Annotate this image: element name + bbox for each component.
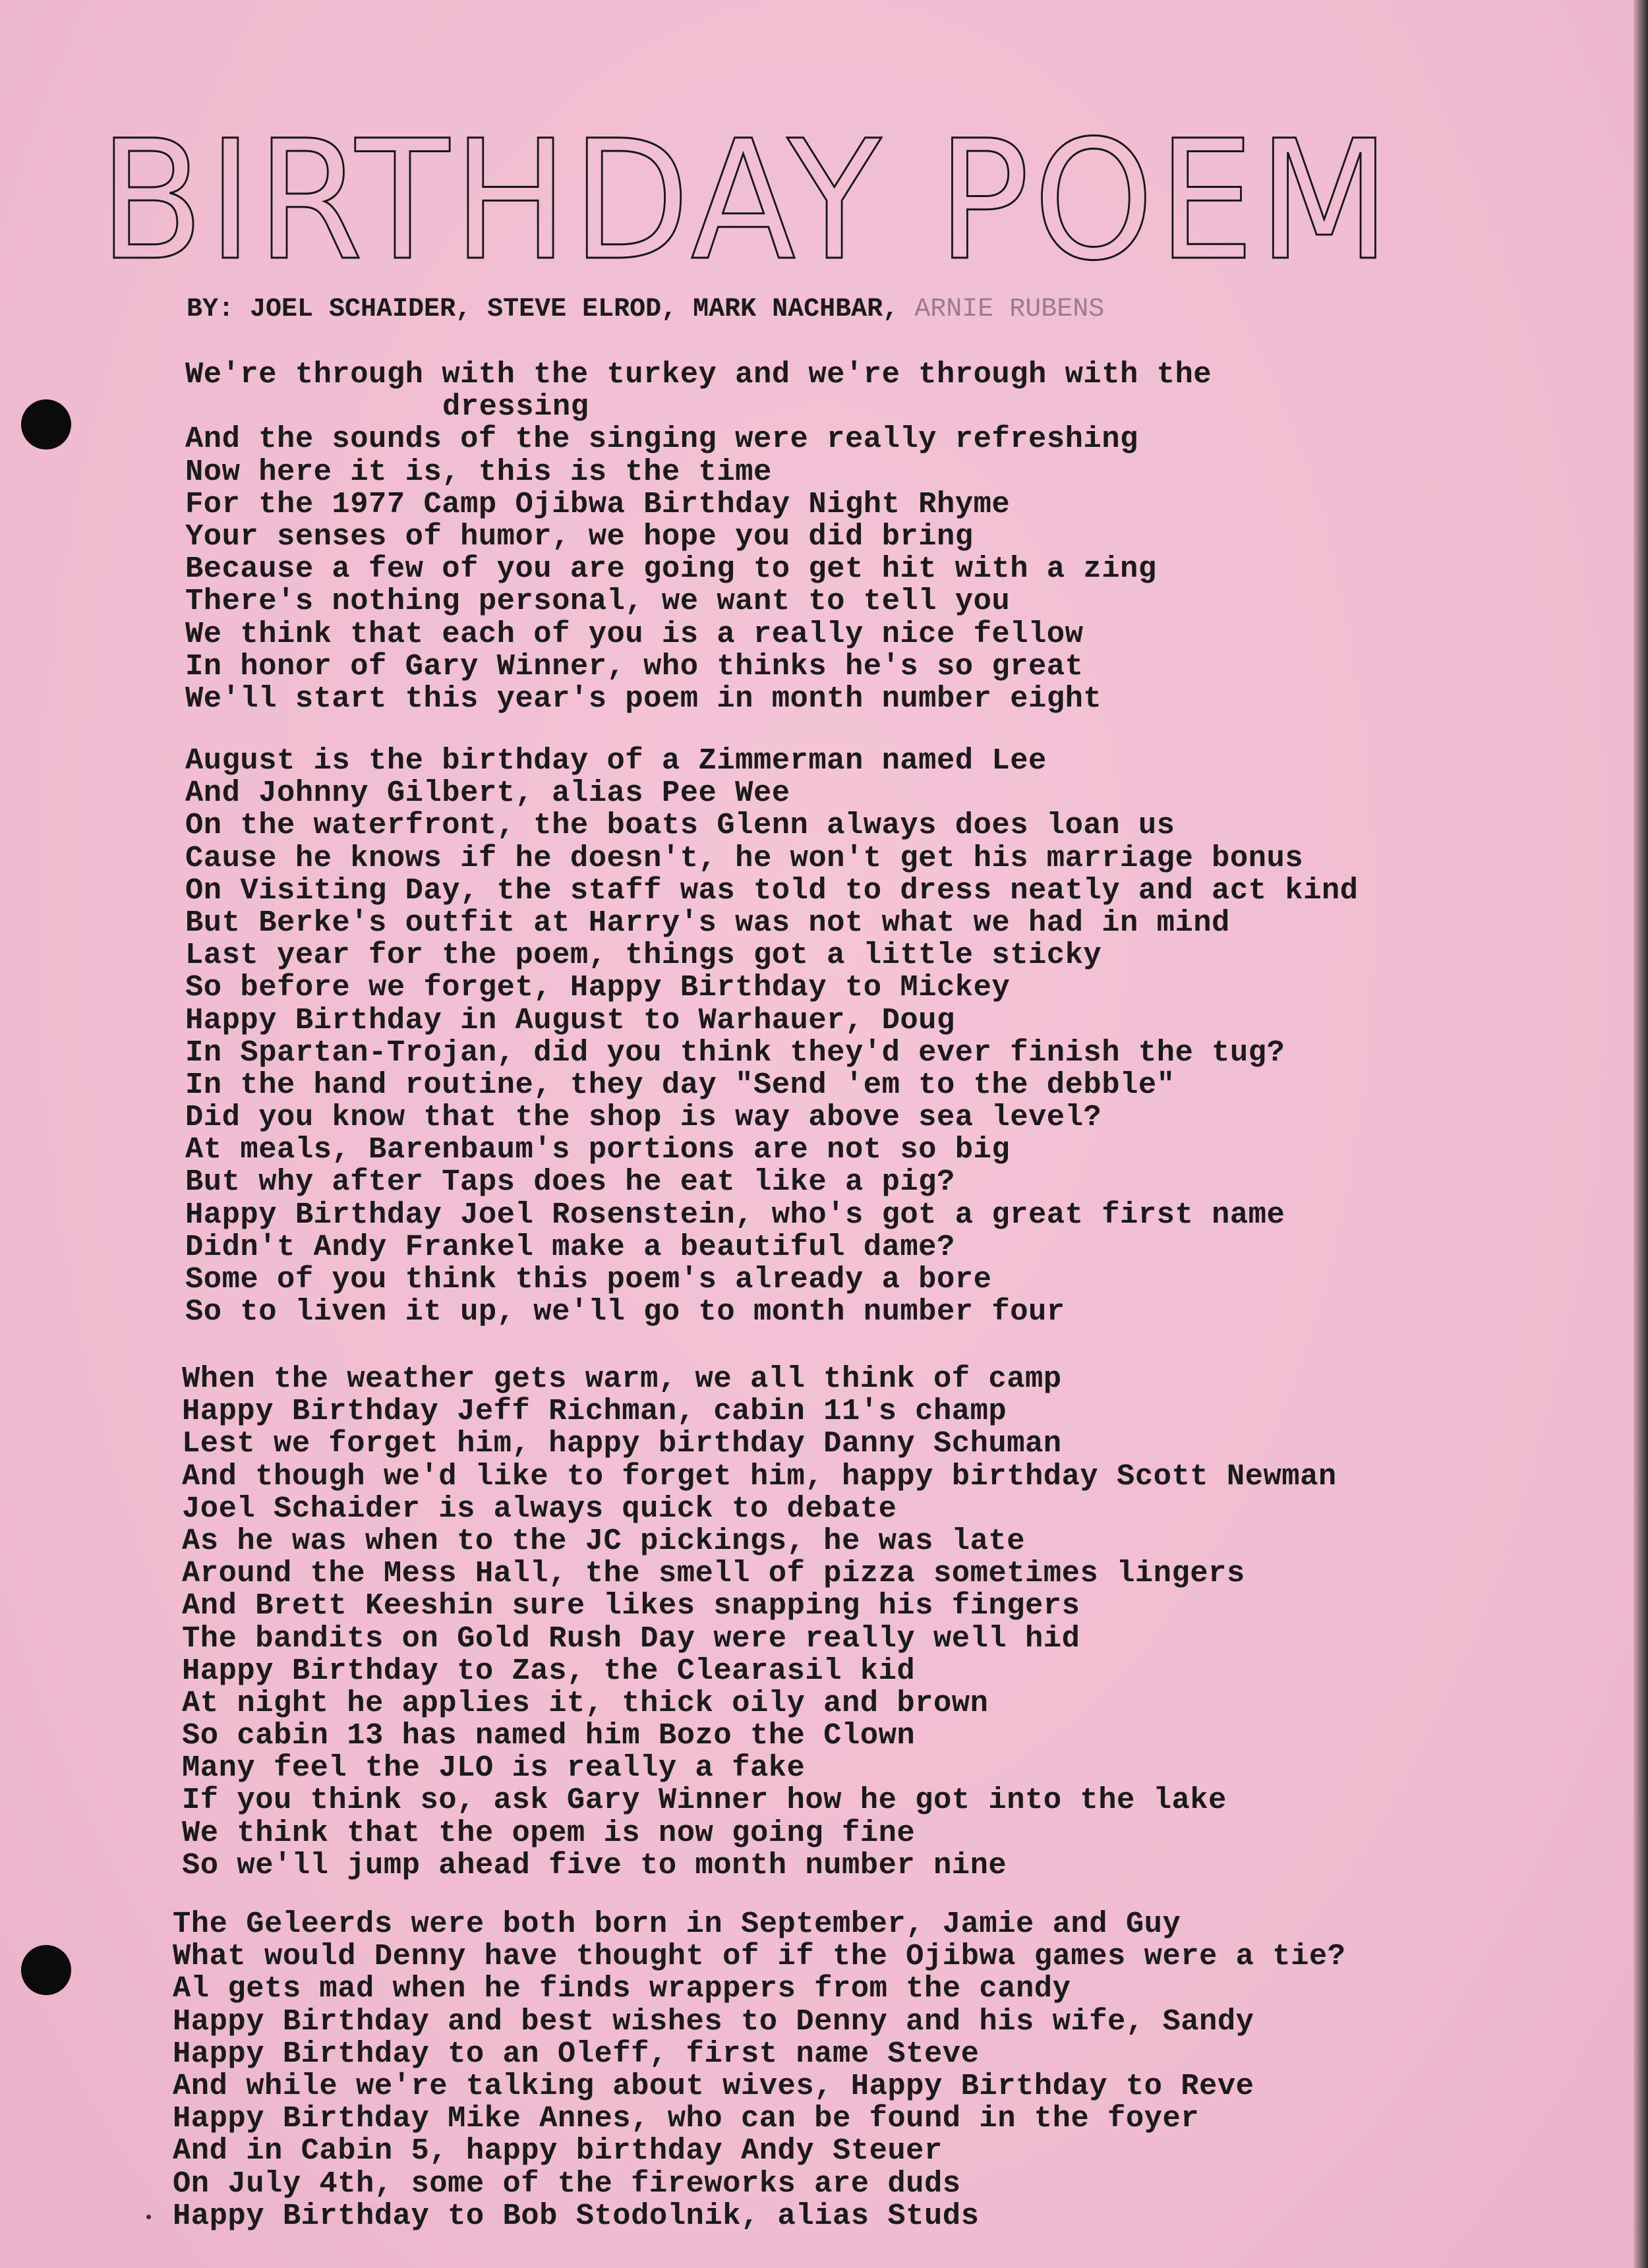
poem-line: Cause he knows if he doesn't, he won't get his marriage bonus	[185, 840, 1304, 875]
poem-line: What would Denny have thought of if the Ojibwa games were a tie?	[173, 1939, 1346, 1974]
poem-line: Now here it is, this is the time	[185, 454, 772, 489]
poem-line: We think that the opem is now going fine	[182, 1815, 916, 1850]
poem-line: But Berke's outfit at Harry's was not what we had in mind	[185, 905, 1230, 940]
poem-line: And Brett Keeshin sure likes snapping his fingers	[182, 1588, 1080, 1623]
poem-line-continuation: dressing	[442, 390, 589, 424]
byline-prefix: BY:	[187, 295, 250, 324]
stanza-4	[173, 1908, 1345, 2232]
poem-line: Al gets mad when he finds wrappers from the candy	[173, 1971, 1071, 2006]
poem-line: If you think so, ask Gary Winner how he got into the lake	[182, 1783, 1227, 1818]
poem-title: BIRTHDAY POEM	[99, 105, 1394, 297]
poem-line: And the sounds of the singing were really refreshing	[185, 422, 1138, 457]
poem-line: So to liven it up, we'll go to month number four	[185, 1294, 1065, 1329]
stanza-2	[185, 745, 1358, 1328]
poem-line: Happy Birthday Joel Rosenstein, who's got a great first name	[185, 1197, 1285, 1232]
poem-line: Lest we forget him, happy birthday Danny Schuman	[182, 1426, 1062, 1461]
poem-line: And though we'd like to forget him, happy birthday Scott Newman	[182, 1459, 1337, 1494]
poem-line: So we'll jump ahead five to month number nine	[182, 1847, 1007, 1882]
poem-line: For the 1977 Camp Ojibwa Birthday Night Rhyme	[185, 486, 1011, 521]
poem-line: On Visiting Day, the staff was told to dress neatly and act kind	[185, 873, 1359, 908]
poem-line: Happy Birthday Jeff Richman, cabin 11's champ	[182, 1394, 1007, 1429]
poem-line: Happy Birthday to Bob Stodolnik, alias Studs	[173, 2198, 980, 2233]
poem-line: We're through with the turkey and we're through with the	[185, 357, 1212, 392]
byline	[187, 293, 1104, 326]
byline-faded-author: ARNIE RUBENS	[914, 295, 1105, 324]
poem-line: At meals, Barenbaum's portions are not so big	[185, 1132, 1011, 1167]
poem-line: As he was when to the JC pickings, he was late	[182, 1523, 1026, 1558]
byline-authors: JOEL SCHAIDER, STEVE ELROD, MARK NACHBAR,	[250, 295, 915, 324]
poem-line: So cabin 13 has named him Bozo the Clown	[182, 1718, 916, 1753]
poem-line: Happy Birthday and best wishes to Denny and his wife, Sandy	[173, 2004, 1254, 2039]
poem-line: There's nothing personal, we want to tell you	[185, 584, 1011, 619]
poem-line: In Spartan-Trojan, did you think they'd ever finish the tug?	[185, 1035, 1285, 1070]
poem-line: The bandits on Gold Rush Day were really well hid	[182, 1621, 1080, 1656]
poem-line: Some of you think this poem's already a bore	[185, 1262, 992, 1296]
stanza-1	[185, 359, 1212, 715]
poem-line: Happy Birthday in August to Warhauer, Doug	[185, 1003, 955, 1037]
poem-line: On the waterfront, the boats Glenn always does loan us	[185, 808, 1175, 843]
stanza-3	[182, 1363, 1337, 1882]
poem-line: Many feel the JLO is really a fake	[182, 1751, 806, 1786]
punch-hole-bottom	[21, 1945, 71, 1995]
poem-line: And in Cabin 5, happy birthday Andy Steuer	[173, 2134, 943, 2168]
poem-line: In the hand routine, they day "Send 'em to the debble"	[185, 1067, 1175, 1102]
poem-line: And while we're talking about wives, Happy Birthday to Reve	[173, 2068, 1254, 2103]
poem-line: August is the birthday of a Zimmerman named Lee	[185, 743, 1047, 778]
punch-hole-top	[21, 399, 71, 450]
poem-line: Didn't Andy Frankel make a beautiful dame?	[185, 1229, 955, 1264]
poem-line: When the weather gets warm, we all think of camp	[182, 1362, 1062, 1396]
ink-speck	[146, 2215, 151, 2219]
poem-line: But why after Taps does he eat like a pig?	[185, 1165, 955, 1200]
poem-line: The Geleerds were both born in September, Jamie and Guy	[173, 1907, 1181, 1941]
poem-line: Happy Birthday to an Oleff, first name Steve	[173, 2036, 980, 2071]
page-edge-shadow	[1633, 0, 1648, 2268]
poem-line: In honor of Gary Winner, who thinks he's so great	[185, 649, 1084, 683]
poem-line: Happy Birthday to Zas, the Clearasil kid	[182, 1653, 916, 1688]
poem-line: Your senses of humor, we hope you did bring	[185, 519, 974, 554]
poem-line: Did you know that the shop is way above sea level?	[185, 1100, 1102, 1135]
poem-line: At night he applies it, thick oily and brown	[182, 1685, 989, 1720]
poem-line: Last year for the poem, things got a little sticky	[185, 938, 1102, 973]
poem-line: We'll start this year's poem in month number eight	[185, 681, 1102, 716]
poem-line: Because a few of you are going to get hit with a zing	[185, 552, 1157, 587]
poem-line: Happy Birthday Mike Annes, who can be found in the foyer	[173, 2101, 1200, 2136]
poem-line: We think that each of you is a really nice fellow	[185, 616, 1084, 651]
poem-line: Around the Mess Hall, the smell of pizza sometimes lingers	[182, 1556, 1245, 1591]
poem-line: And Johnny Gilbert, alias Pee Wee	[185, 776, 790, 811]
poem-line: So before we forget, Happy Birthday to Mickey	[185, 970, 1011, 1005]
poem-line: On July 4th, some of the fireworks are duds	[173, 2166, 961, 2201]
poem-line: Joel Schaider is always quick to debate	[182, 1491, 897, 1526]
